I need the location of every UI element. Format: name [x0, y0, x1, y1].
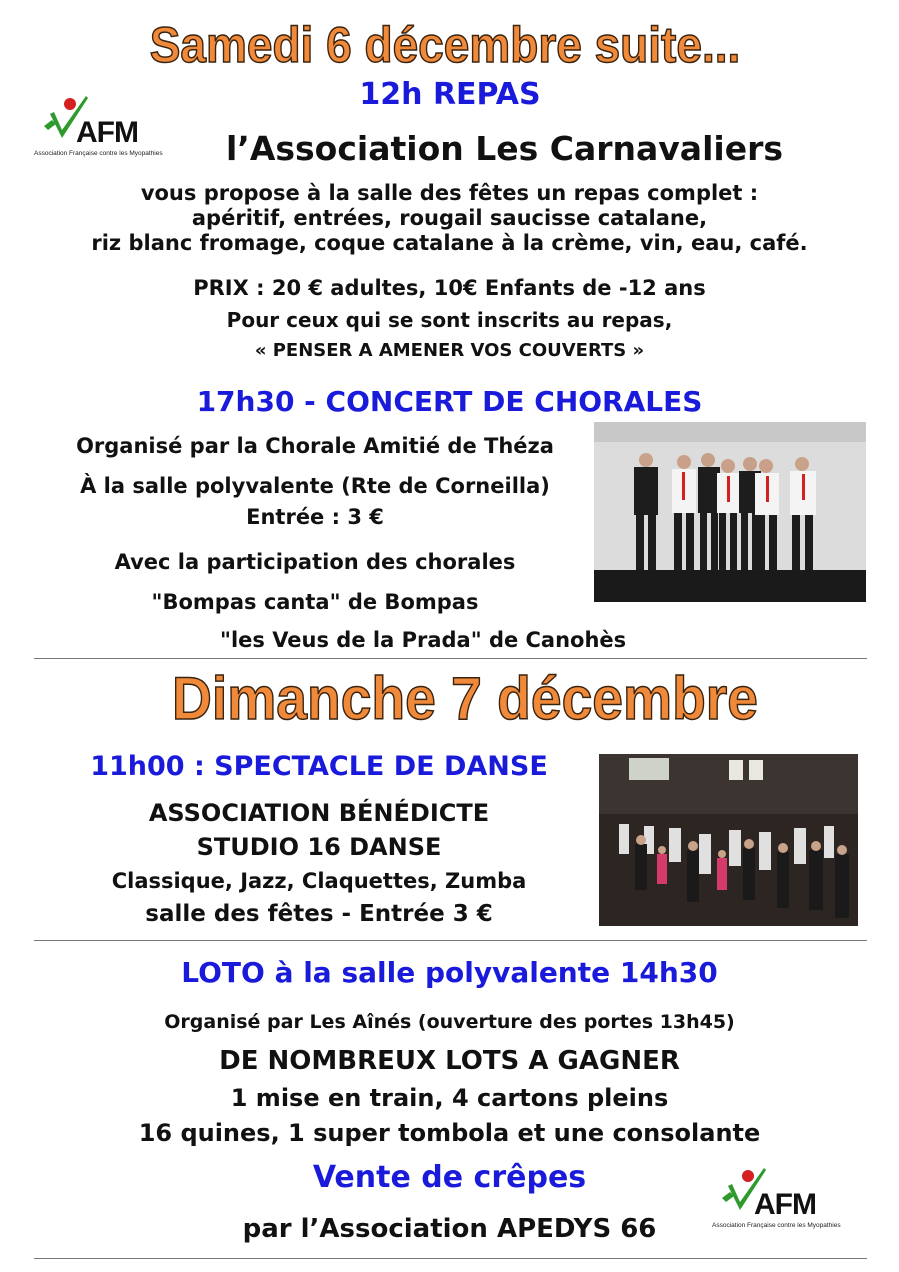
choir-photo	[594, 422, 866, 602]
dance-styles: Classique, Jazz, Claquettes, Zumba	[111, 869, 527, 893]
loto-lots: DE NOMBREUX LOTS A GAGNER	[219, 1046, 680, 1076]
afm-letters: AFM	[754, 1188, 816, 1221]
divider-3	[34, 1258, 867, 1259]
crepes-by: par l’Association APEDYS 66	[242, 1214, 657, 1244]
concert-organizer: Organisé par la Chorale Amitié de Théza	[76, 434, 554, 458]
sunday-heading: Dimanche 7 décembre	[171, 665, 758, 732]
repas-line-1: vous propose à la salle des fêtes un repas complet :	[140, 181, 759, 205]
dance-photo	[599, 754, 858, 926]
saturday-heading: Samedi 6 décembre suite...	[149, 17, 741, 73]
concert-choir-2: "les Veus de la Prada" de Canohès	[220, 628, 627, 652]
concert-choir-1: "Bompas canta" de Bompas	[151, 590, 479, 614]
repas-line-2: apéritif, entrées, rougail saucisse catalane,	[191, 206, 708, 230]
repas-organizer: l’Association Les Carnavaliers	[226, 129, 783, 168]
divider-2	[34, 940, 867, 941]
divider-1	[34, 658, 867, 659]
concert-participation: Avec la participation des chorales	[114, 550, 516, 574]
afm-tagline: Association Française contre les Myopathies	[34, 150, 163, 157]
repas-note-2: « PENSER A AMENER VOS COUVERTS »	[254, 340, 645, 361]
dance-studio: STUDIO 16 DANSE	[196, 833, 442, 861]
repas-title: 12h REPAS	[359, 77, 541, 112]
loto-line-1: 1 mise en train, 4 cartons pleins	[230, 1084, 669, 1112]
dance-title: 11h00 : SPECTACLE DE DANSE	[90, 751, 548, 782]
concert-venue: À la salle polyvalente (Rte de Corneilla)	[80, 474, 550, 498]
afm-tagline: Association Française contre les Myopathies	[712, 1222, 841, 1229]
crepes-title: Vente de crêpes	[312, 1160, 587, 1195]
dance-venue: salle des fêtes - Entrée 3 €	[145, 901, 493, 927]
concert-entry: Entrée : 3 €	[246, 505, 384, 529]
afm-logo-top	[32, 92, 192, 162]
loto-title: LOTO à la salle polyvalente 14h30	[181, 956, 718, 989]
repas-price: PRIX : 20 € adultes, 10€ Enfants de -12 ans	[193, 276, 706, 300]
concert-title: 17h30 - CONCERT DE CHORALES	[196, 385, 703, 418]
repas-note-1: Pour ceux qui se sont inscrits au repas,	[226, 308, 673, 332]
loto-line-2: 16 quines, 1 super tombola et une consolante	[138, 1119, 761, 1147]
afm-logo-bottom	[710, 1164, 870, 1234]
afm-letters: AFM	[76, 116, 138, 149]
repas-line-3: riz blanc fromage, coque catalane à la crème, vin, eau, café.	[91, 231, 808, 255]
dance-assoc: ASSOCIATION BÉNÉDICTE	[148, 799, 490, 827]
loto-organizer: Organisé par Les Aînés (ouverture des portes 13h45)	[164, 1011, 735, 1033]
